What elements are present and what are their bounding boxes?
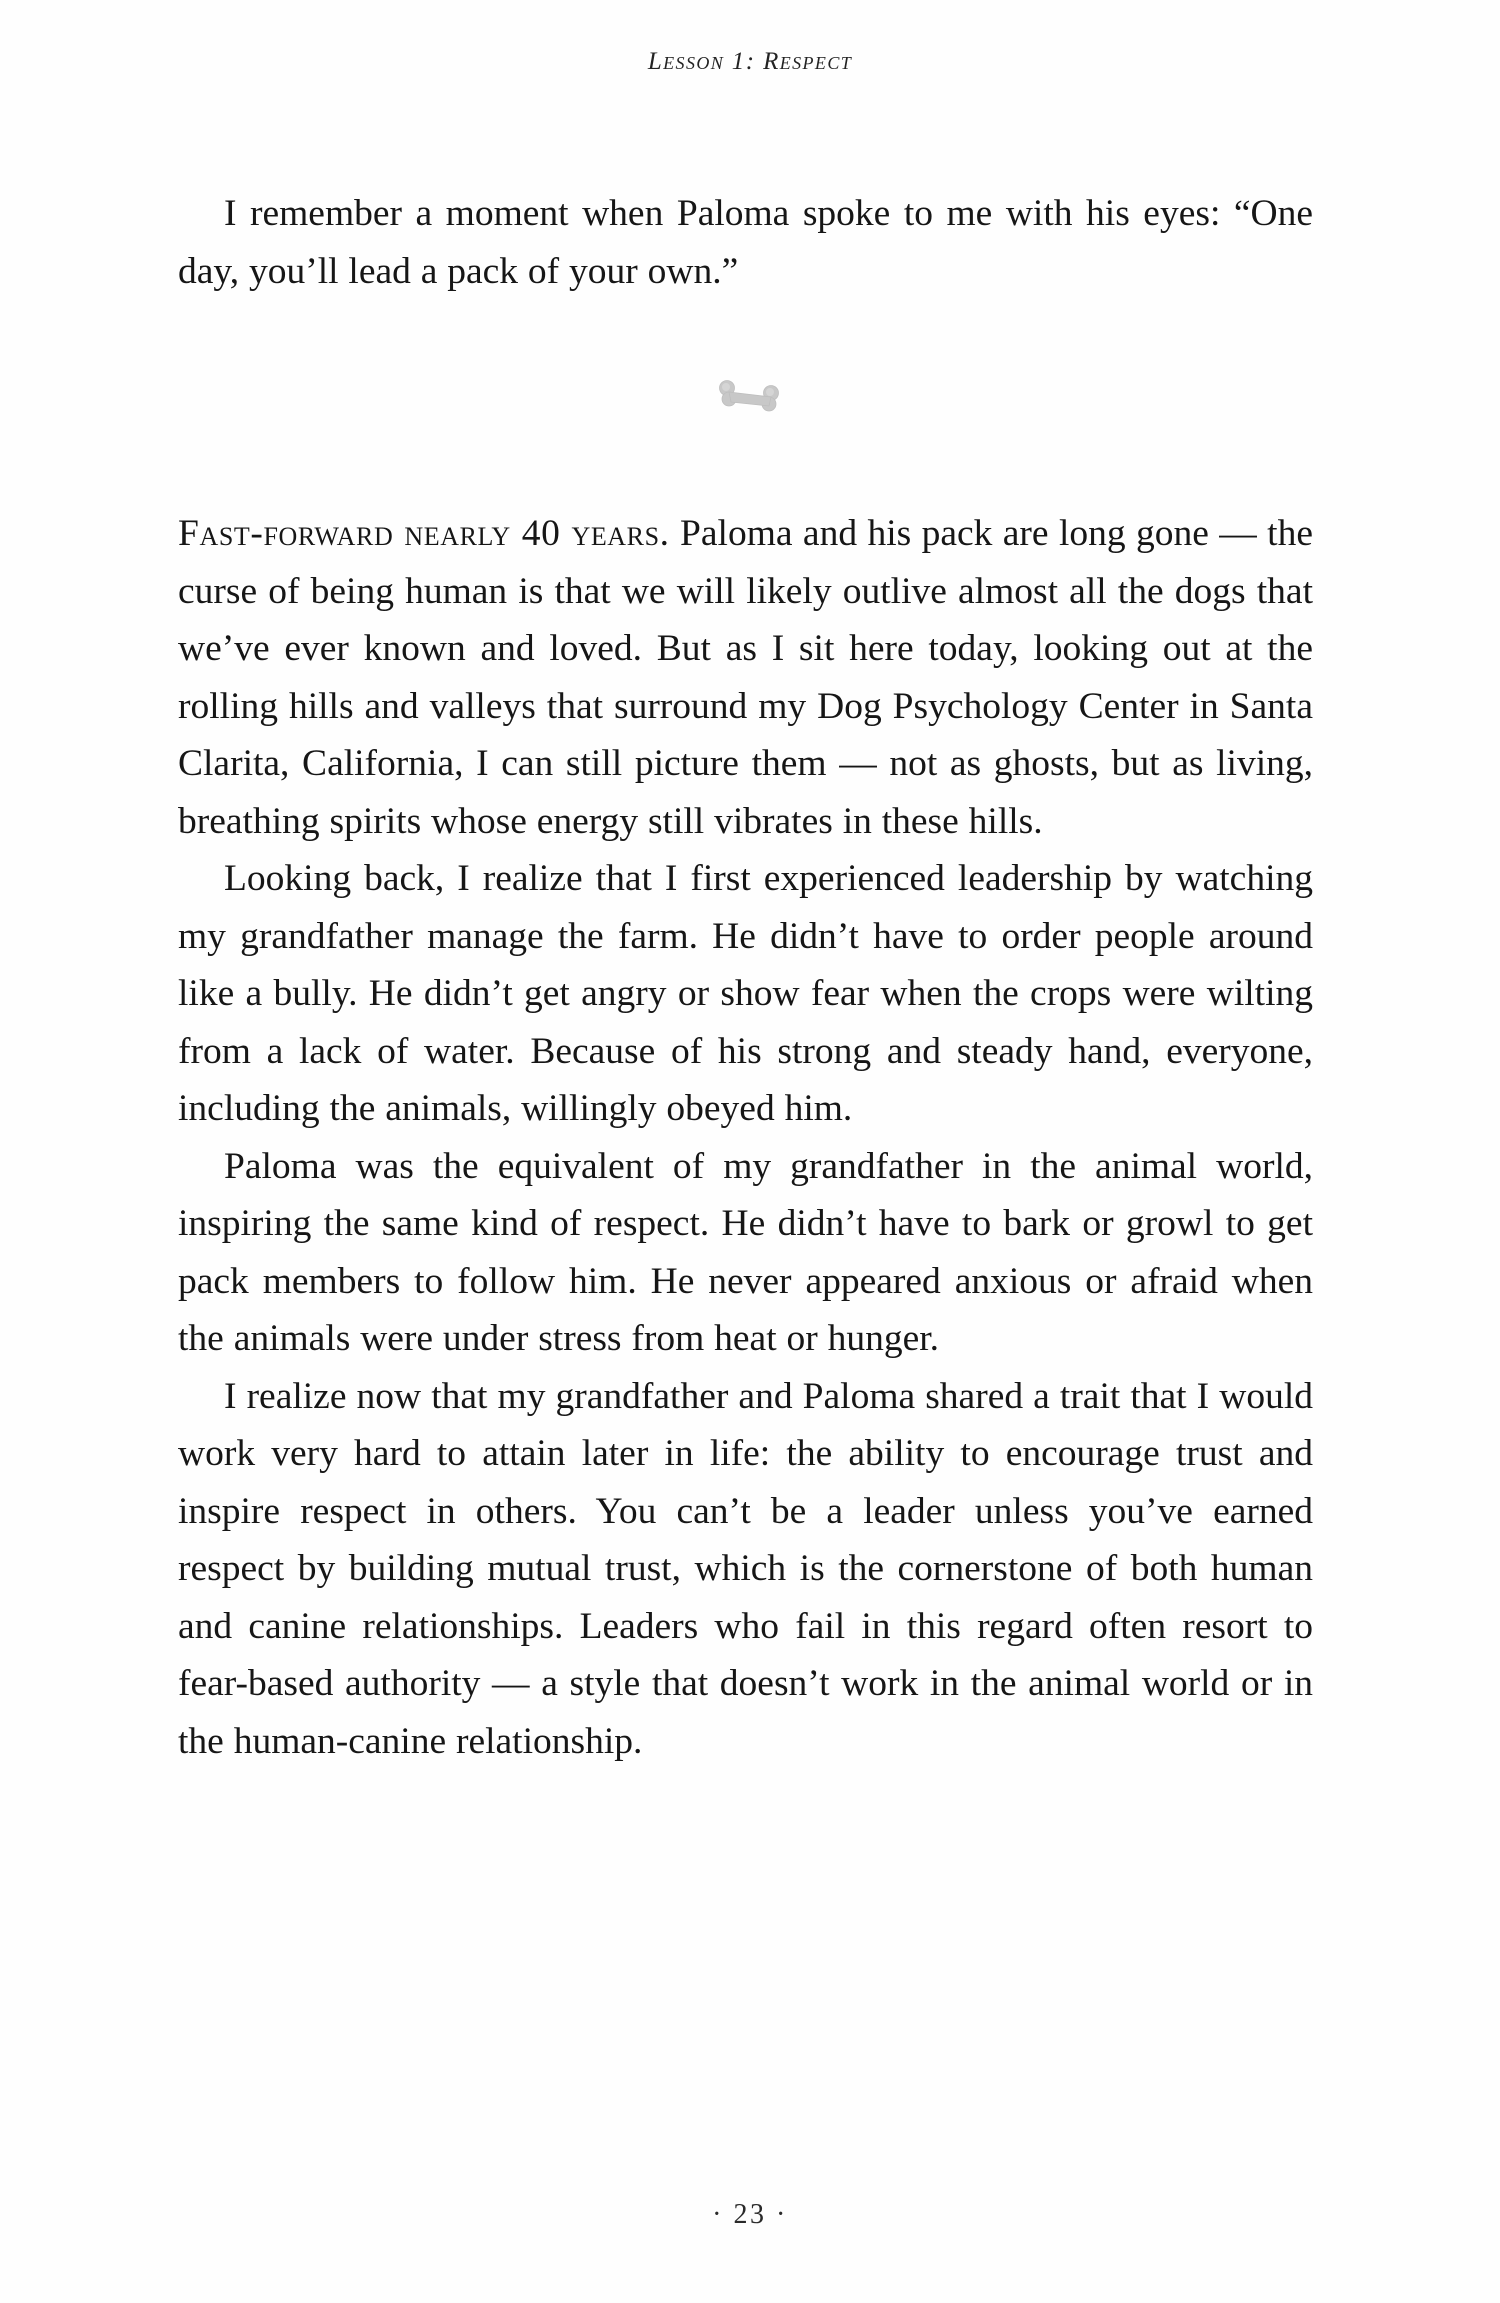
paragraph: [178, 505, 1313, 850]
paragraph: Looking back, I realize that I first experienced leadership by watching my grandfather manage the farm. He didn’t have to order people around like a bully. He didn’t get angry or show fear when the crops were wilting from a lack of water. Because of his strong and steady hand, everyone, including the animals, willingly obeyed him.: [178, 858, 1313, 1129]
page-number: · 23 ·: [712, 2199, 788, 2230]
main-text-block: [178, 505, 1313, 1770]
paragraph: Paloma was the equivalent of my grandfather in the animal world, inspiring the same kind of respect. He didn’t have to bark or growl to get pack members to follow him. He never appeared anxious or afraid when the animals were under stress from heat or hunger.: [178, 1145, 1313, 1359]
dog-bone-ornament: [715, 372, 785, 420]
paragraph-text: Paloma and his pack are long gone — the curse of being human is that we will likely outlive almost all the dogs that we’ve ever known and loved. But as I sit here today, looking out at the rolling hills and valleys that surround my Dog Psychology Center in Santa Clarita, California, I can still picture them — not as ghosts, but as living, breathing spirits whose energy still vibrates in these hills.: [178, 513, 1313, 842]
section-divider: [0, 372, 1500, 444]
paragraph-lead-smallcaps: Fast-forward nearly 40 years.: [178, 513, 670, 554]
opening-text-block: [178, 185, 1313, 300]
running-header: Lesson 1: Respect: [647, 48, 853, 75]
paragraph: I realize now that my grandfather and Paloma shared a trait that I would work very hard to attain later in life: the ability to encourage trust and inspire respect in others. You can’t be a leader unless you’ve earned respect by building mutual trust, which is the cornerstone of both human and canine relationships. Leaders who fail in this regard often resort to fear-based authority — a style that doesn’t work in the animal world or in the human-canine relationship.: [178, 1375, 1313, 1762]
paragraph: I remember a moment when Paloma spoke to me with his eyes: “One day, you’ll lead a pack of your own.”: [178, 193, 1313, 292]
